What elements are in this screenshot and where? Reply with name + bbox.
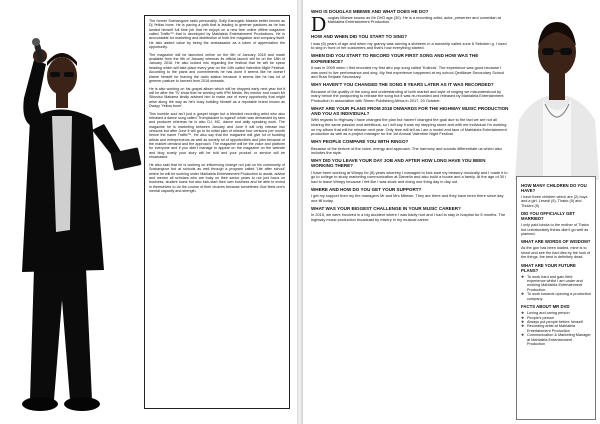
- article-box: [144, 15, 290, 409]
- future-plans-list: [521, 275, 591, 301]
- answer-text: I have been working at Wimpy for (8) years whereby I managed to kick start my treasury musically and I made it to go to college to study marketing communication at Damelin and also build a house and a family. At the age of 30 I had to leave Wimpy because I felt like I was stuck and doing one thing day in day out.: [311, 169, 508, 184]
- interview-column: [311, 6, 509, 420]
- sidebar-question: WHAT ARE YOUR FUTURE PLANS?: [521, 262, 576, 273]
- question-heading: HOW AND WHEN DID YOU START TO SING?: [311, 34, 408, 40]
- list-item: ❖ Recording artist at Mahlalela Entertainment Production: [521, 324, 591, 333]
- left-page: [0, 0, 297, 424]
- answer-text: Because of the quality of the song and understanding of both market and style of singing we misunderstood by many hence the postponing to release the song but it was re-recorded and released by Mahlalela Entertainment Production in association with Sheen Publishing Africa in 2017, 20 October.: [311, 88, 504, 103]
- list-item: ❖ Always put people before himself: [521, 320, 591, 324]
- sidebar-question: FACTS ABOUT MR DVD: [521, 304, 570, 310]
- answer-text: It was in 2009 when I first recorded my first afro pop song called 'Kolinda'. The experience was good because I was used to live performance and sing. My first experience happened at my school Qedilizwe Secondary School and Ruta Setjabe Secondary.: [311, 65, 505, 80]
- answer-text: In 2015, we were involved in a big accident where I was badly hurt and I had to stay in hospital for 5 months. The highway music production broadcast by misery in my musical career.: [311, 212, 506, 222]
- article-paragraph: He also said that he is working on influencing change not just on his community of Soshanguve but at schools as well through a program called 'Life after school' where he will be working under Mahlalela Entertainment Production to assist, advise and mentor all scholars who are busy on their senior years to not just focus on business, student loans but also kick-start their own business and be able to invest in themselves to do the course of their choices because sometimes God feels one's mental capacity and strength.: [149, 162, 285, 193]
- sidebar-answer: I have three children which are (2) boys and a girl. Lesedi (9), Thabo (5) and Thulani (5): [521, 195, 588, 208]
- answer-text: Because of the texture of the voice, energy and approach. The harmony and sounds differentiate us which also includes the style.: [311, 145, 502, 156]
- article-paragraph: He is also working on his gospel album which will be dropped early next year but it will be after the TV show that he working with IPM Media. His mentor and coach Mr Sibusiso Makama kindly advised him to make use of every opportunity that might arise along the way as he's busy building himself as a reputable brand known as Dwayy 'Yellow bone'.: [149, 86, 285, 108]
- mr-dvd-photo: [513, 0, 600, 180]
- list-item: ❖ People's person: [521, 316, 591, 320]
- question-heading: WHERE AND HOW DO YOU GET YOUR SUPPORT?: [311, 187, 422, 193]
- facts-list: [521, 311, 591, 346]
- sidebar-answer: As the gun has been loaded, mine is to shoot and see the bad dies by the look of the things, the best is definitely dead.: [521, 246, 591, 260]
- question-heading: WHEN DID YOU START TO RECORD YOUR FIRST SONG AND HOW WAS THE EXPERIENCE?: [311, 53, 479, 64]
- drop-cap: D: [311, 11, 327, 36]
- question-heading: WHAT ARE YOUR PLANS FROM 2018 ONWARDS FOR THE HIGHWAY MUSIC PRODUCTION AND YOU AS INDIVIDUAL?: [311, 105, 509, 117]
- question-heading: WHY HAVEN'T YOU CHANGED THE SONG 8 YEARS LATER AS IT WAS RECORDED?: [311, 82, 494, 88]
- article-paragraph: This humble soul isn't just a gospel singer but a blended recording artist who also released a dance song called 'Tromplokane to egandi' which was demanded by fans and producer whereas he is also DJ, MC, dance and daily speaking work. The magazine he is marketing between January and June it will only release two versions but after June it will go to its initial plan of release four versions per month hence the name Traffic™. He also say that the magazine will give lot of budding artists and entrepreneurs as well as society lot of opportunities and jobs because of the market demand and the approach. The magazine will be the voice and platform for everyone and if you didn't manage to appear on the magazine on the website and blog surely your story will be told and your product or service will be showcased.: [149, 111, 285, 160]
- sidebar-box: [516, 176, 596, 420]
- question-heading: WHY DID YOU LEAVE YOUR DAY JOB AND AFTER HOW LONG HAVE YOU BEEN WORKING THERE?: [311, 158, 486, 169]
- sidebar-question: DID YOU OFFICIALLY GET MARRIED?: [521, 211, 575, 222]
- question-heading: WHO IS DOUGLAS MBEWE AND WHAT DOES HE DO?: [311, 8, 429, 14]
- list-item: ❖ Communication & Marketing Manager at Mahlalela Entertainment Production: [521, 333, 591, 346]
- right-page: [303, 0, 600, 424]
- answer-body: ouglas Mbewe known as Mr DVD age (30). He is a recording artist, actor, presenter and comedian at Mahlalela Entertainment Production.: [327, 14, 501, 25]
- singer-photo: [0, 0, 150, 424]
- list-item: ❖ To work hard and gain field experience whilst I am under and working Mahlalela Entertainment Production.: [521, 275, 591, 293]
- list-item: ❖ To work towards opening a production company.: [521, 292, 591, 301]
- sidebar-answer: I only paid lobola to the mother of Thabo but unfortunately thinks didn't go well as planned.: [521, 223, 589, 237]
- article-paragraph: The former Soshanguve radio personality, Solly Kamogelo Masela better known as Dj Yellow bone. He is paving a path that is leading to greener pastures as he has landed himself full time job that he enjoys on a new free online offline magazine called Traffic™ that is developed by Mahlalela Entertainment Productions. He is accountable for marketing and distribution of both the magazine and company itself. He also added value by being the ambassador as a token of appreciation the opportunity.: [149, 19, 285, 50]
- list-item: ❖ Loving and caring person: [521, 311, 591, 315]
- answer-text: I was (6) years of age and when my granny was owning a shebeen in a township called zone 6 Seboken g. I used to sing in front of her customers and that's how everything started.: [311, 40, 507, 51]
- sidebar-question: HOW MANY CHILDREN DO YOU HAVE?: [521, 183, 587, 193]
- question-heading: WHY PEOPLE COMPARE YOU WITH RINGO?: [311, 139, 409, 145]
- answer-text: With regards to Highway I have changed the plan but haven't changed the goal due to the fact we are not all sharing the same passion and ambitious, so I will say it was my stepping stone and with me individual I'm working on my album that will be release next year. Only time will tell as I am a model and face of Mahlalela Entertainment production as well as a project manager for the 1st Annual Valentine Night Festival.: [311, 117, 507, 137]
- question-heading: WHAT WAS YOUR BIGGEST CHALLENGE IN YOUR MUSIC CAREER?: [311, 206, 461, 211]
- answer-text: I get my support from my the managers Mr and Mrs Mbewe. They are there and they have been there since day one till today.: [311, 193, 504, 203]
- article-paragraph: The magazine will be launched online on the 6th of January 2018 and made available from the 9th of January whereas its official launch will be on the 18th of January 2018. He also looked into regarding the festival that he will be spear heading which will take place every year on the 14th called Valentine Night Festival. According to the plans and commitments he has done it seems like he doesn't blame himself for leaving the radio station because it seems like he has lot of greener pasture to harvest from 2018 onwards.: [149, 52, 285, 83]
- sidebar-question: WHAT ARE WORDS OF WISDOM?: [521, 239, 591, 245]
